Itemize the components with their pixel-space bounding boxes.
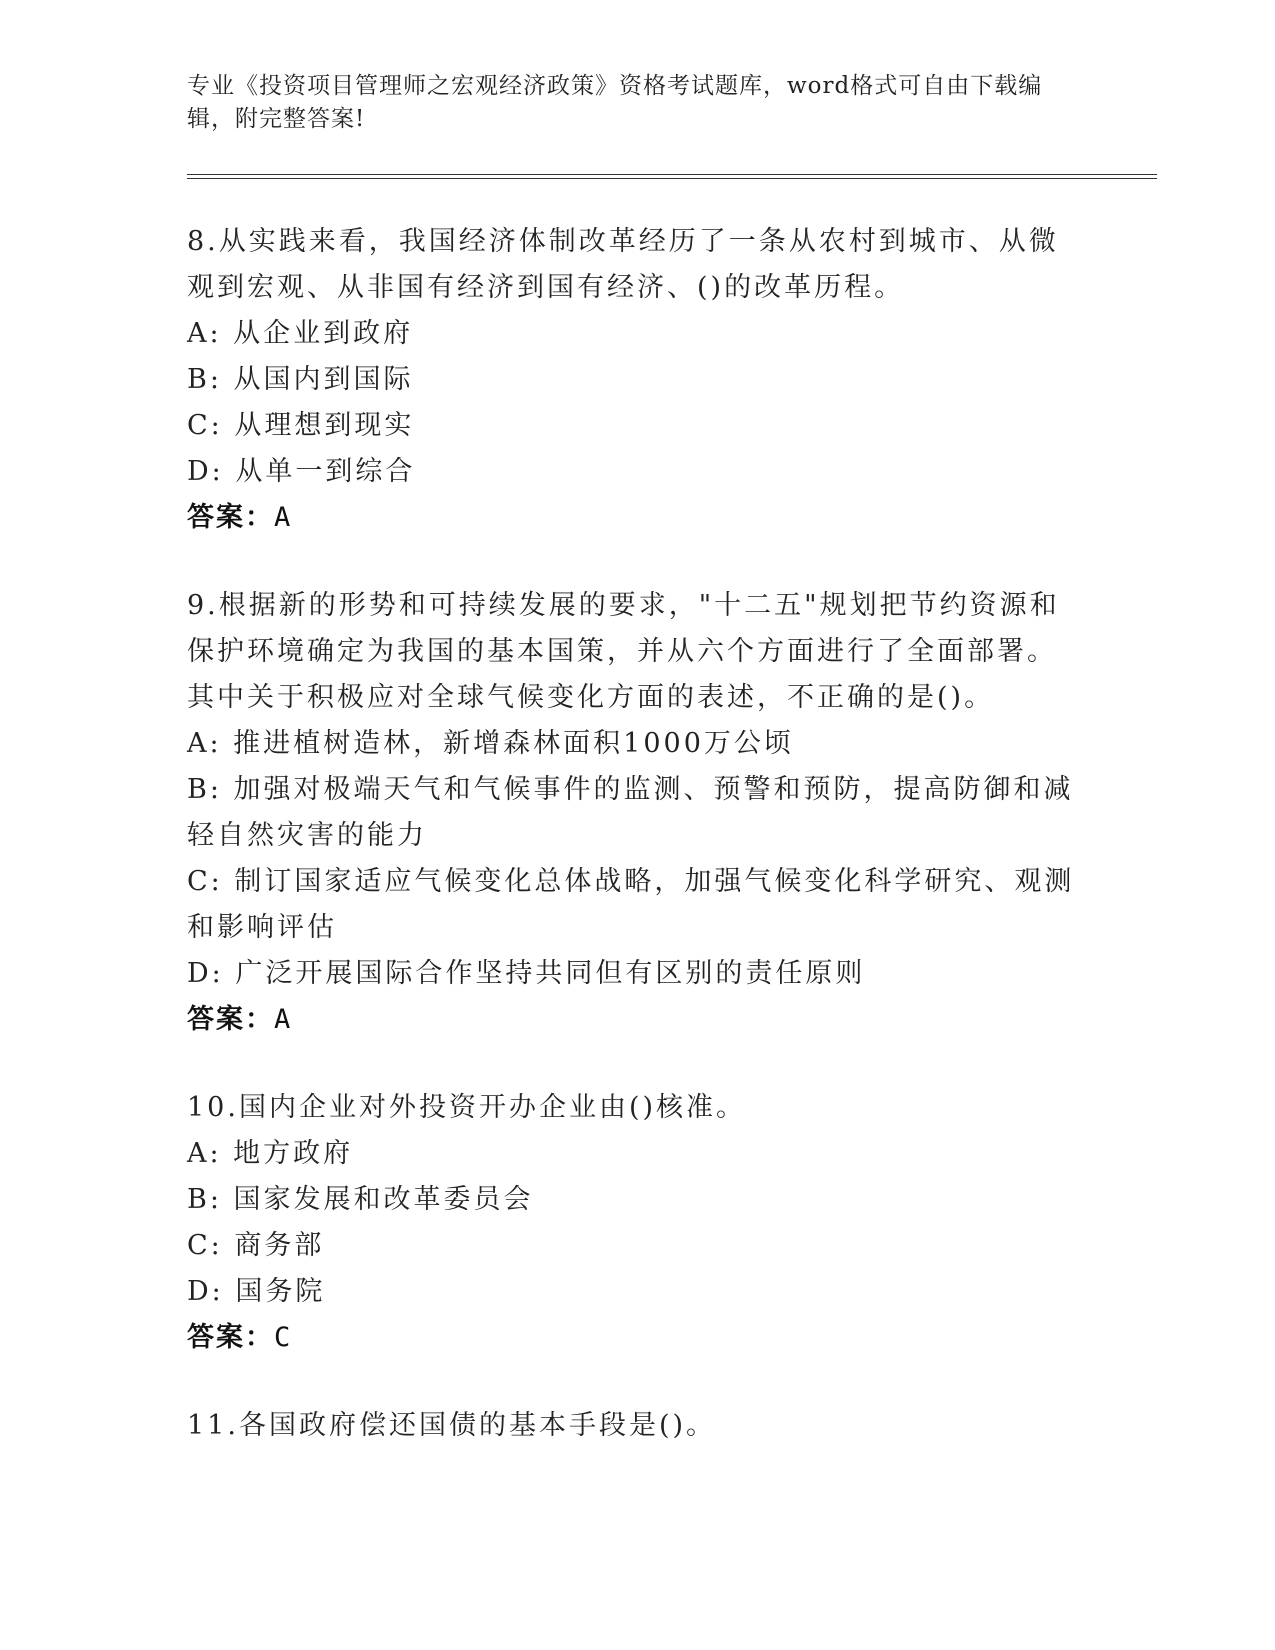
question-stem: 10.国内企业对外投资开办企业由()核准。 [187, 1092, 747, 1123]
answer-label: 答案： [187, 1322, 274, 1353]
answer-label: 答案： [187, 502, 274, 533]
header-note: 专业《投资项目管理师之宏观经济政策》资格考试题库，word格式可自由下载编辑，附完整答案! [187, 73, 1043, 132]
option-d: D: 从单一到综合 [187, 456, 416, 487]
option-b: B: 加强对极端天气和气候事件的监测、预警和预防，提高防御和减轻自然灾害的能力 [187, 774, 1074, 851]
question-9 [187, 583, 1157, 1043]
option-d: D: 国务院 [187, 1276, 326, 1307]
answer-label: 答案： [187, 1004, 274, 1035]
option-c: C: 制订国家适应气候变化总体战略，加强气候变化科学研究、观测和影响评估 [187, 866, 1075, 943]
option-b: B: 国家发展和改革委员会 [187, 1184, 534, 1215]
question-8 [187, 219, 1157, 541]
question-list [187, 219, 1157, 1449]
question-stem: 8.从实践来看，我国经济体制改革经历了一条从农村到城市、从微观到宏观、从非国有经济到国有经济、()的改革历程。 [187, 226, 1059, 303]
answer-value: C [274, 1322, 293, 1353]
option-a: A: 推进植树造林，新增森林面积1000万公顷 [187, 728, 794, 759]
question-10 [187, 1085, 1157, 1361]
question-11 [187, 1403, 1157, 1449]
header-double-rule [187, 174, 1157, 179]
answer-line [187, 1315, 1157, 1361]
answer-line [187, 495, 1157, 541]
answer-line [187, 997, 1157, 1043]
option-b: B: 从国内到国际 [187, 364, 414, 395]
option-c: C: 商务部 [187, 1230, 325, 1261]
option-a: A: 地方政府 [187, 1138, 354, 1169]
answer-value: A [274, 502, 293, 533]
document-page [187, 70, 1157, 1491]
question-stem: 11.各国政府偿还国债的基本手段是()。 [187, 1410, 717, 1441]
question-stem: 9.根据新的形势和可持续发展的要求，"十二五"规划把节约资源和保护环境确定为我国的基本国策，并从六个方面进行了全面部署。其中关于积极应对全球气候变化方面的表述，不正确的是()。 [187, 590, 1060, 713]
answer-value: A [274, 1004, 293, 1035]
option-c: C: 从理想到现实 [187, 410, 415, 441]
option-d: D: 广泛开展国际合作坚持共同但有区别的责任原则 [187, 958, 866, 989]
option-a: A: 从企业到政府 [187, 318, 414, 349]
